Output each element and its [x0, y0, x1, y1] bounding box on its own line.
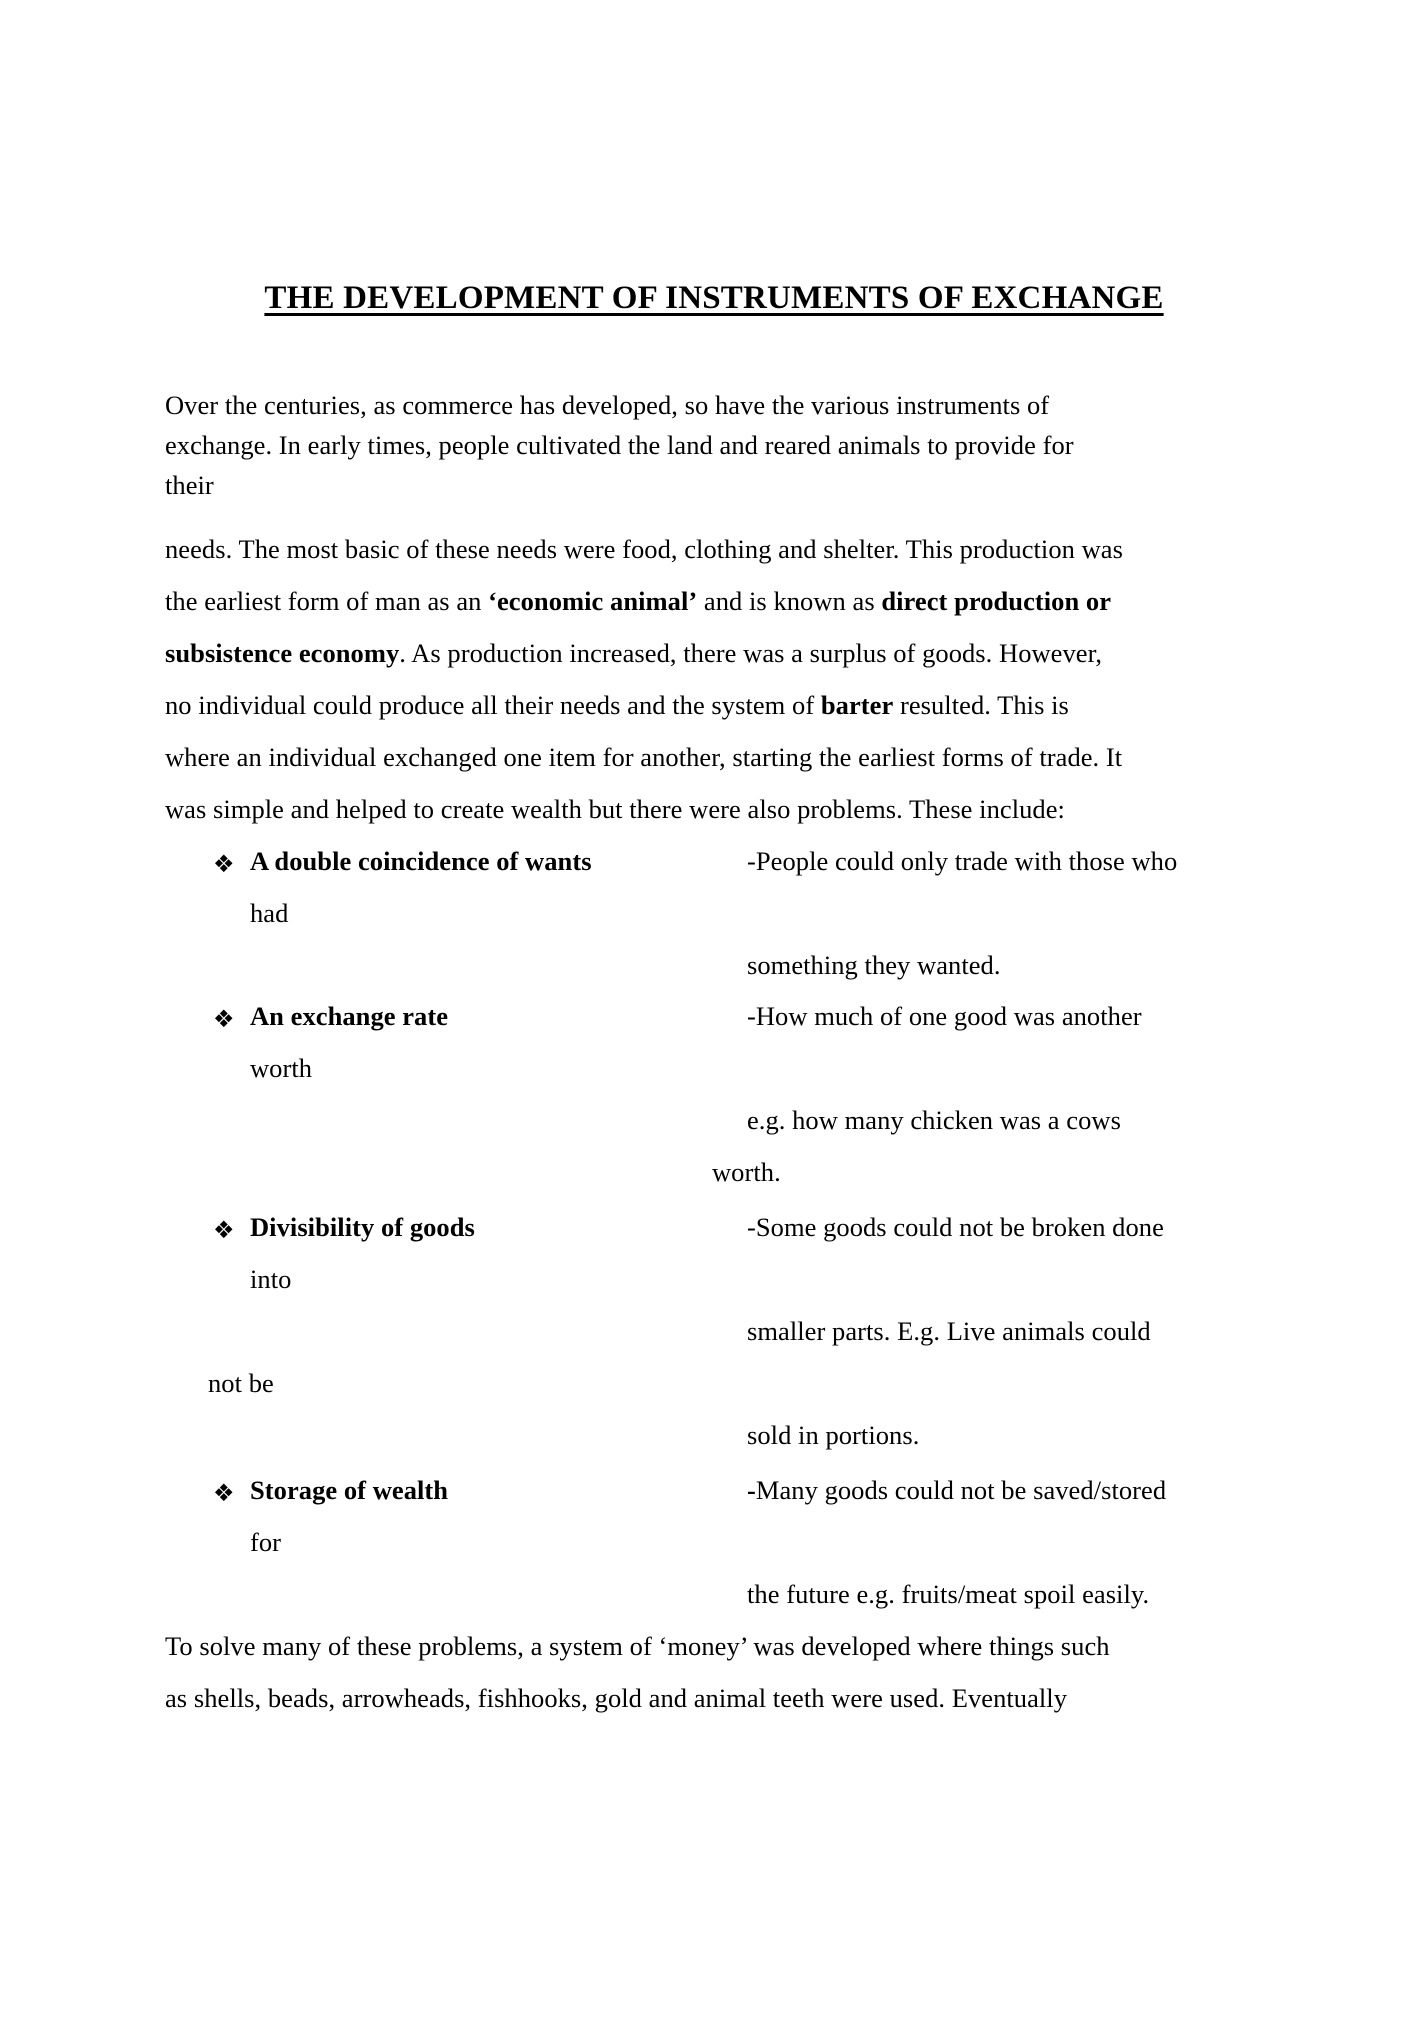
term-economic-animal: ‘economic animal’	[488, 586, 698, 616]
bullet-icon-2: ❖	[213, 1005, 235, 1033]
paragraph-1-line-1: Over the centuries, as commerce has developed, so have the various instruments of	[165, 390, 1050, 420]
bullet-4-definition-line-1	[747, 1477, 1166, 1504]
paragraph-2-line-6: was simple and helped to create wealth but there were also problems. These include:	[165, 794, 1065, 824]
bullet-4-term: Storage of wealth	[250, 1475, 449, 1505]
bullet-icon-1: ❖	[213, 850, 235, 878]
bullet-4-definition-line-2: the future e.g. fruits/meat spoil easily.	[747, 1579, 1150, 1609]
bullet-2-definition-line-2: e.g. how many chicken was a cows	[747, 1105, 1121, 1135]
term-direct-production: direct production or	[881, 586, 1112, 616]
paragraph-2-line-4-part-c: resulted. This is	[893, 690, 1069, 720]
bullet-1-definition-line-1: -People could only trade with those who	[747, 846, 1178, 876]
paragraph-3-line-2: as shells, beads, arrowheads, fishhooks, gold and animal teeth were used. Eventually	[165, 1683, 1068, 1713]
term-subsistence-economy: subsistence economy	[165, 638, 400, 668]
paragraph-2-line-1: needs. The most basic of these needs were food, clothing and shelter. This production was	[165, 534, 1123, 564]
paragraph-2-line-3-part-b: . As production increased, there was a surplus of goods. However,	[399, 638, 1103, 668]
bullet-3-term: Divisibility of goods	[250, 1212, 475, 1242]
bullet-3-definition-line-3: sold in portions.	[747, 1420, 920, 1450]
bullet-4-term-continuation: for	[250, 1527, 282, 1557]
paragraph-2-line-4	[165, 692, 1069, 719]
bullet-3-term-continuation-2: not be	[208, 1368, 274, 1398]
term-barter: barter	[820, 690, 894, 720]
bullet-2-definition-line-3: worth.	[712, 1157, 781, 1187]
bullet-4-definition-line-1-text: Many goods could not be saved/stored	[755, 1475, 1167, 1505]
paragraph-1-line-2: exchange. In early times, people cultivated the land and reared animals to provide for	[165, 430, 1074, 460]
paragraph-2-line-2	[165, 588, 1111, 615]
bullet-2-term-continuation: worth	[250, 1053, 313, 1083]
bullet-icon-4: ❖	[213, 1479, 235, 1507]
bullet-2-term: An exchange rate	[250, 1001, 449, 1031]
paragraph-2-line-5: where an individual exchanged one item for another, starting the earliest forms of trade. It	[165, 742, 1123, 772]
bullet-3-definition-line-1: -Some goods could not be broken done	[747, 1212, 1164, 1242]
bullet-icon-3: ❖	[213, 1216, 235, 1244]
bullet-1-term-continuation: had	[250, 898, 289, 928]
bullet-2-definition-line-1: -How much of one good was another	[747, 1001, 1142, 1031]
paragraph-2-line-4-part-a: no individual could produce all their needs and the system of	[165, 690, 821, 720]
paragraph-1-line-3: their	[165, 470, 214, 500]
paragraph-3-line-1: To solve many of these problems, a system of ‘money’ was developed where things such	[165, 1631, 1110, 1661]
bullet-1-definition-line-2: something they wanted.	[747, 950, 1001, 980]
bullet-3-definition-line-2: smaller parts. E.g. Live animals could	[747, 1316, 1151, 1346]
paragraph-2-line-2-part-c: and is known as	[697, 586, 882, 616]
bullet-1-term: A double coincidence of wants	[250, 846, 592, 876]
bullet-4-definition-dash: -	[747, 1475, 756, 1505]
page-title	[0, 280, 1428, 318]
paragraph-2-line-2-part-a: the earliest form of man as an	[165, 586, 489, 616]
paragraph-2-line-3	[165, 640, 1102, 667]
page-title-text: THE DEVELOPMENT OF INSTRUMENTS OF EXCHANGE	[264, 280, 1164, 317]
bullet-3-term-continuation: into	[250, 1264, 292, 1294]
